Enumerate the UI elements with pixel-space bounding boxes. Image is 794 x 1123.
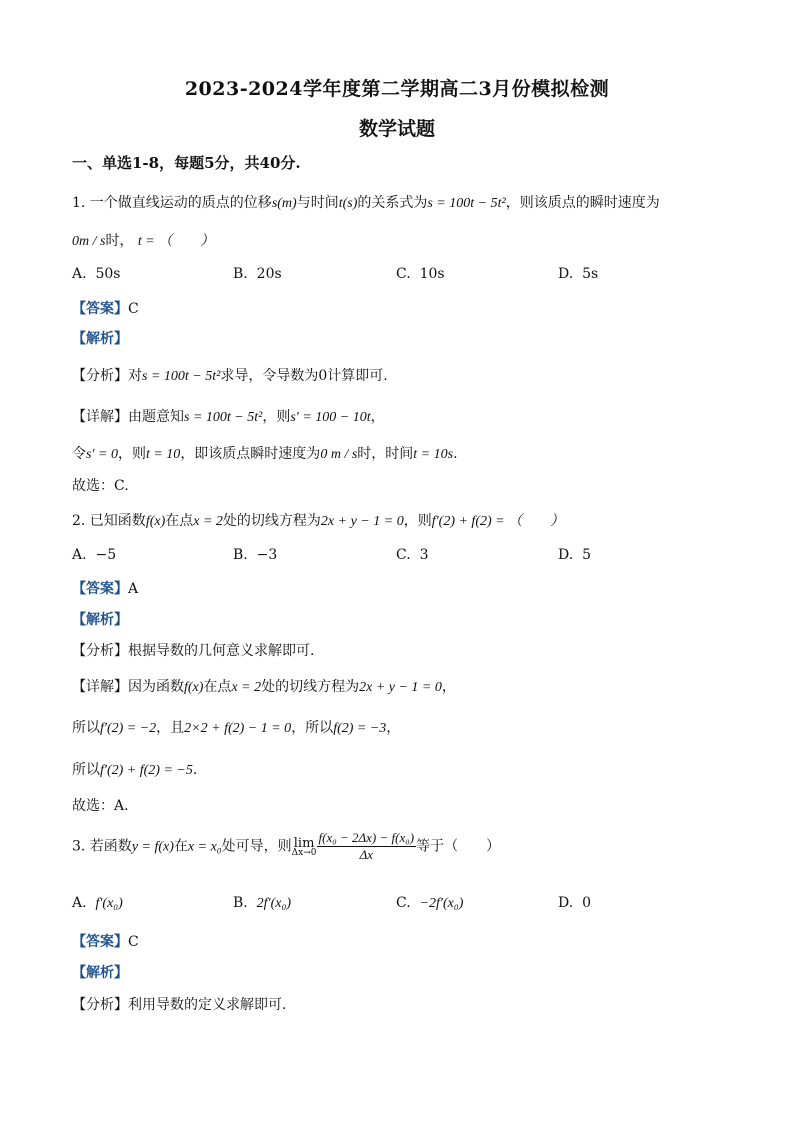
q2-stem-formula: f(x)	[145, 514, 166, 529]
option-letter: D.	[558, 895, 574, 911]
q2-stem-text: 在点	[165, 513, 194, 529]
detail-text: ，则	[262, 409, 291, 425]
detail-text: 所以	[72, 762, 100, 778]
q2-fenxi	[72, 640, 314, 660]
detail-formula: t = 10	[145, 447, 181, 462]
q1-option-b	[233, 266, 282, 282]
detail-text: ，所以	[291, 720, 334, 736]
detail-text: .	[453, 446, 458, 462]
detail-formula: 0 m / s	[320, 447, 358, 462]
q2-stem	[72, 510, 564, 530]
detail-text: 由题意知	[128, 409, 184, 425]
answer-label: 【答案】	[72, 934, 128, 950]
option-text: 5s	[582, 266, 599, 282]
q1-option-a	[72, 266, 120, 282]
q3-stem	[72, 830, 500, 863]
detail-text: ，	[441, 679, 456, 695]
q2-stem-formula: f′(2) + f(2) = （ ）	[431, 514, 565, 529]
detail-formula: x = 2	[231, 680, 262, 695]
q2-detail-line3	[72, 759, 197, 779]
detail-text: 时，时间	[357, 446, 414, 462]
detail-text: ，则	[117, 446, 146, 462]
section-heading: 一、单选1-8，每题5分，共40分.	[72, 154, 301, 172]
answer-value: A	[128, 581, 139, 597]
fenxi-text: 利用导数的定义求解即可.	[128, 997, 287, 1013]
detail-text: 所以	[72, 720, 100, 736]
detail-formula: s′ = 0	[86, 447, 118, 462]
q1-stem-when: 时，	[105, 233, 134, 249]
q3-fraction	[317, 830, 417, 863]
q2-option-d	[558, 547, 591, 563]
q3-fenxi	[72, 994, 286, 1014]
option-text: −5	[95, 547, 117, 563]
q1-stem-t-eq: t = （ ）	[137, 234, 215, 249]
detail-formula: f(x)	[184, 680, 204, 695]
q2-stem-text: 2. 已知函数	[72, 513, 146, 529]
detail-text: ，且	[156, 720, 185, 736]
q1-analysis	[72, 328, 128, 348]
detail-label: 【详解】	[72, 409, 128, 425]
q1-stem-s: s(m)	[271, 196, 297, 211]
detail-formula: 2×2 + f(2) − 1 = 0	[184, 721, 292, 736]
analysis-label: 【解析】	[72, 331, 128, 347]
detail-text: ，即该质点瞬时速度为	[180, 446, 321, 462]
q1-stem-text3: 的关系式为	[357, 195, 428, 211]
option-text: 2f′(x₀)	[256, 896, 292, 911]
detail-text: 在点	[203, 679, 232, 695]
detail-formula: f′(2) + f(2) = −5	[100, 763, 193, 778]
q3-stem-text: 3. 若函数	[72, 838, 132, 855]
option-letter: B.	[233, 547, 248, 563]
q3-stem-formula: x = x₀	[187, 839, 222, 855]
detail-text: 处的切线方程为	[261, 679, 360, 695]
q3-option-c	[396, 895, 463, 912]
detail-formula: t = 10s	[413, 447, 454, 462]
fenxi-label: 【分析】	[72, 643, 128, 659]
q2-stem-text: ，则	[403, 513, 432, 529]
option-letter: C.	[396, 895, 411, 911]
q3-stem-text: 等于（ ）	[416, 838, 501, 855]
analysis-label: 【解析】	[72, 965, 128, 981]
option-letter: D.	[558, 266, 574, 282]
q2-stem-formula: x = 2	[193, 514, 223, 529]
q1-detail-line2	[72, 443, 458, 463]
option-letter: A.	[72, 547, 87, 563]
detail-formula: f(2) = −3	[333, 721, 387, 736]
q2-detail-line1	[72, 676, 456, 696]
fenxi-formula: s = 100t − 5t²	[142, 369, 221, 384]
q3-stem-formula: y = f(x)	[131, 839, 174, 855]
q2-stem-text: 处的切线方程为	[222, 513, 321, 529]
analysis-label: 【解析】	[72, 612, 128, 628]
q3-option-d	[558, 895, 591, 911]
option-text: −3	[256, 547, 278, 563]
q3-limit	[292, 836, 317, 858]
detail-text: .	[192, 762, 198, 778]
limit-word: lim	[293, 835, 315, 851]
q1-stem-text2: 与时间	[296, 195, 339, 211]
q1-stem-text1: 1. 一个做直线运动的质点的位移	[72, 195, 272, 211]
limit-sub: Δx→0	[291, 847, 317, 858]
q1-option-d	[558, 266, 598, 282]
q1-stem-text4: ，则该质点的瞬时速度为	[505, 195, 660, 211]
fraction-denominator: Δx	[359, 847, 373, 862]
detail-text: 令	[72, 446, 86, 462]
q3-stem-text: 在	[173, 838, 188, 855]
q3-option-b	[233, 895, 291, 912]
option-letter: B.	[233, 266, 248, 282]
fenxi-text: 根据导数的几何意义求解即可.	[128, 643, 315, 659]
detail-formula: 2x + y − 1 = 0	[359, 680, 442, 695]
q1-stem-line1	[72, 192, 660, 212]
detail-text: ，	[386, 720, 401, 736]
detail-formula: s = 100t − 5t²	[184, 410, 263, 425]
q3-stem-text: 处可导，则	[221, 838, 292, 855]
q1-stem-t: t(s)	[338, 196, 358, 211]
option-letter: D.	[558, 547, 574, 563]
detail-formula: f′(2) = −2	[100, 721, 157, 736]
q1-answer	[72, 298, 139, 318]
detail-label: 【详解】	[72, 679, 128, 695]
answer-label: 【答案】	[72, 581, 128, 597]
q1-fenxi	[72, 365, 388, 385]
page-title: 2023-2024学年度第二学期高二3月份模拟检测	[184, 78, 610, 100]
q2-choose: 故选：A.	[72, 798, 129, 814]
q2-analysis	[72, 609, 128, 629]
option-text: 50s	[95, 266, 121, 282]
answer-label: 【答案】	[72, 301, 128, 317]
answer-value: C	[128, 934, 139, 950]
option-letter: A.	[72, 266, 87, 282]
option-text: 20s	[256, 266, 282, 282]
option-letter: B.	[233, 895, 248, 911]
q1-detail-line1	[72, 406, 385, 426]
option-text: −2f′(x₀)	[419, 896, 464, 911]
q1-stem-line2	[72, 230, 214, 250]
option-letter: C.	[396, 266, 411, 282]
q3-answer	[72, 931, 139, 951]
option-text: 3	[419, 547, 429, 563]
option-text: f′(x₀)	[95, 896, 123, 911]
q3-analysis	[72, 962, 128, 982]
q1-stem-formula: s = 100t − 5t²	[427, 196, 506, 211]
detail-text: ，	[370, 409, 385, 425]
fenxi-label: 【分析】	[72, 997, 128, 1013]
option-text: 10s	[419, 266, 445, 282]
q2-detail-line2	[72, 717, 400, 737]
option-text: 0	[582, 895, 592, 911]
fenxi-text: 对	[128, 368, 142, 384]
q1-stem-velocity: 0m / s	[72, 234, 106, 249]
option-letter: C.	[396, 547, 411, 563]
option-text: 5	[582, 547, 592, 563]
answer-value: C	[128, 301, 139, 317]
fenxi-text: 求导，令导数为0计算即可.	[220, 368, 388, 384]
detail-formula: s′ = 100 − 10t	[290, 410, 371, 425]
detail-text: 因为函数	[128, 679, 184, 695]
q2-stem-formula: 2x + y − 1 = 0	[320, 514, 404, 529]
q2-option-b	[233, 547, 277, 563]
q2-answer	[72, 578, 138, 598]
q2-option-c	[396, 547, 429, 563]
fenxi-label: 【分析】	[72, 368, 128, 384]
fraction-numerator: f(x₀ − 2Δx) − f(x₀)	[318, 830, 415, 845]
q3-option-a	[72, 895, 123, 912]
q2-option-a	[72, 547, 116, 563]
page-subtitle: 数学试题	[358, 118, 435, 140]
option-letter: A.	[72, 895, 87, 911]
q1-option-c	[396, 266, 445, 282]
q1-choose: 故选：C.	[72, 478, 129, 494]
